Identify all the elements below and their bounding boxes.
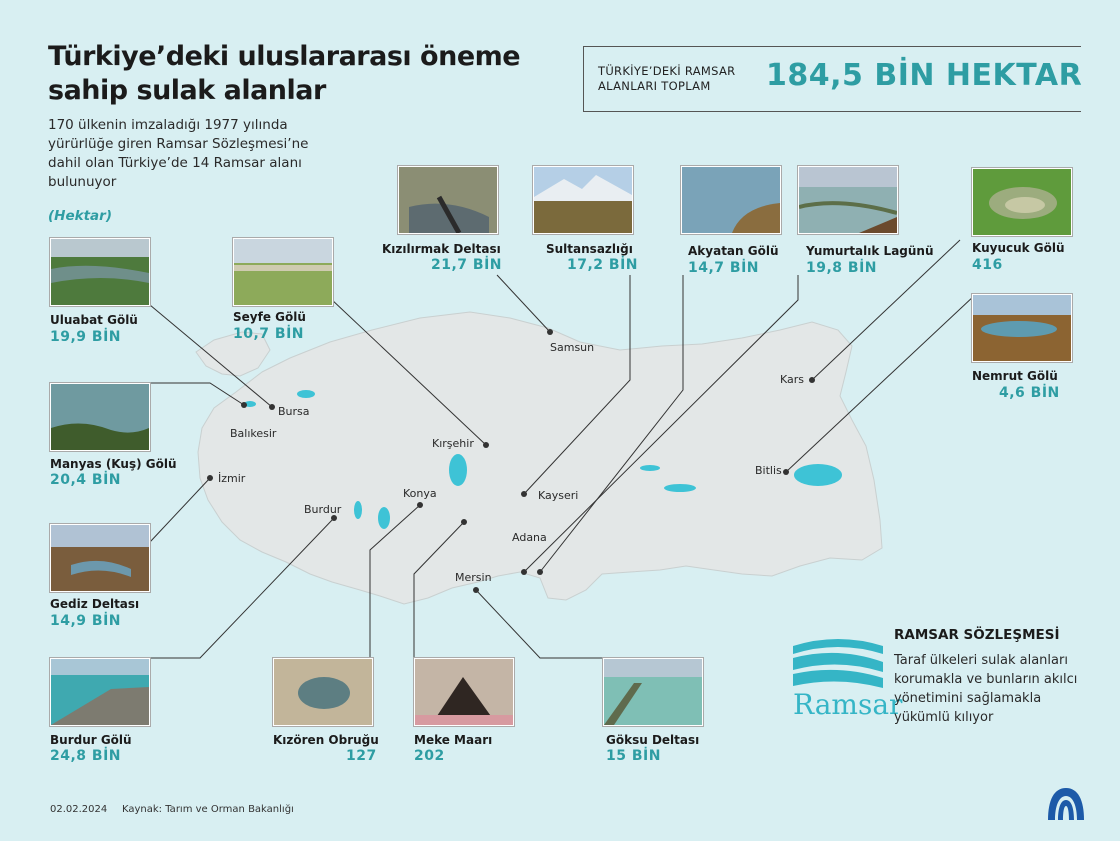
aa-logo-icon [1046, 786, 1086, 822]
total-label-line-1: TÜRKİYE’DEKİ RAMSAR [598, 64, 736, 78]
site-value-kizilirmak: 21,7 BİN [431, 257, 503, 273]
site-name-burdur: Burdur Gölü [50, 733, 132, 747]
footer-date: 02.02.2024 [50, 804, 108, 815]
site-name-nemrut: Nemrut Gölü [972, 369, 1058, 383]
map-lake-beysehir [378, 507, 390, 529]
photo-goksu [603, 658, 703, 726]
ramsar-logo [793, 632, 903, 728]
total-value: 184,5 BİN HEKTAR [766, 58, 1083, 93]
site-name-goksu: Göksu Deltası [606, 733, 700, 747]
map-lake-egirdir [354, 501, 362, 519]
photo-kizoren-image [274, 659, 372, 725]
dot-meke [461, 519, 467, 525]
site-name-sultansazligi: Sultansazlığı [546, 242, 633, 256]
dot-kayseri [521, 491, 527, 497]
leader-gediz [150, 478, 210, 542]
photo-kizilirmak-image [399, 167, 497, 233]
site-value-nemrut: 4,6 BİN [999, 385, 1060, 401]
photo-nemrut [972, 294, 1072, 362]
site-value-burdur: 24,8 BİN [50, 748, 122, 764]
site-value-meke: 202 [414, 748, 445, 764]
site-value-manyas: 20,4 BİN [50, 472, 122, 488]
photo-manyas-image [51, 384, 149, 450]
site-name-meke: Meke Maarı [414, 733, 493, 747]
site-value-kuyucuk: 416 [972, 257, 1003, 273]
unit-label: (Hektar) [48, 208, 112, 224]
city-label-kayseri: Kayseri [538, 489, 579, 502]
city-label-bitlis: Bitlis [755, 464, 782, 477]
ramsar-title: RAMSAR SÖZLEŞMESİ [894, 627, 1060, 643]
title-line-1: Türkiye’deki uluslararası öneme [48, 41, 521, 72]
city-label-kars: Kars [780, 373, 805, 386]
dot-konya [417, 502, 423, 508]
photo-seyfe-image [234, 239, 332, 305]
dot-akyatan [537, 569, 543, 575]
photo-kizoren [273, 658, 373, 726]
photo-kuyucuk [972, 168, 1072, 236]
site-value-uluabat: 19,9 BİN [50, 329, 122, 345]
dot-kirsehir [483, 442, 489, 448]
site-value-yumurtalik: 19,8 BİN [806, 260, 878, 276]
site-name-uluabat: Uluabat Gölü [50, 313, 138, 327]
photo-seyfe [233, 238, 333, 306]
city-label-bursa: Bursa [278, 405, 310, 418]
map-anatolia [198, 312, 882, 604]
photo-uluabat [50, 238, 150, 306]
photo-meke [414, 658, 514, 726]
dot-kars [809, 377, 815, 383]
dot-bursa [269, 404, 275, 410]
site-value-kizoren: 127 [346, 748, 377, 764]
site-name-manyas: Manyas (Kuş) Gölü [50, 457, 177, 471]
photo-kuyucuk-image [973, 169, 1071, 235]
dot-izmir [207, 475, 213, 481]
site-value-seyfe: 10,7 BİN [233, 326, 305, 342]
photo-akyatan-image [682, 167, 780, 233]
site-name-gediz: Gediz Deltası [50, 597, 140, 611]
total-label-line-2: ALANLARI TOPLAM [598, 79, 711, 93]
city-label-izmir: İzmir [218, 472, 246, 485]
footer-source: Kaynak: Tarım ve Orman Bakanlığı [122, 804, 294, 815]
aa-logo [1046, 786, 1086, 822]
title-line-2: sahip sulak alanlar [48, 75, 326, 106]
city-label-samsun: Samsun [550, 341, 595, 354]
map-lake-ataturk-dam [664, 484, 696, 492]
dot-goksu [473, 587, 479, 593]
city-label-adana: Adana [512, 531, 547, 544]
dot-samsun [547, 329, 553, 335]
photo-meke-image [415, 659, 513, 725]
map-lake-keban [640, 465, 660, 471]
photo-sultansazligi [533, 166, 633, 234]
photo-akyatan [681, 166, 781, 234]
photo-nemrut-image [973, 295, 1071, 361]
site-name-seyfe: Seyfe Gölü [233, 310, 306, 324]
photo-sultansazligi-image [534, 167, 632, 233]
site-value-sultansazligi: 17,2 BİN [567, 257, 639, 273]
dot-manyas [241, 402, 247, 408]
map-lake-iznik [297, 390, 315, 398]
photo-manyas [50, 383, 150, 451]
photo-uluabat-image [51, 239, 149, 305]
ramsar-logo-text: Ramsar [793, 688, 903, 721]
photo-goksu-image [604, 659, 702, 725]
subtitle: 170 ülkenin imzaladığı 1977 yılında yürürlüğe giren Ramsar Sözleşmesi’ne dahil olan Türkiye’de 14 Ramsar alanı bulunuyor [48, 117, 309, 190]
site-name-kuyucuk: Kuyucuk Gölü [972, 241, 1065, 255]
leader-goksu [476, 590, 603, 658]
photo-yumurtalik [798, 166, 898, 234]
site-name-kizilirmak: Kızılırmak Deltası [382, 242, 501, 256]
city-label-mersin: Mersin [455, 571, 492, 584]
site-value-goksu: 15 BİN [606, 748, 661, 764]
city-label-burdur: Burdur [304, 503, 342, 516]
city-label-konya: Konya [403, 487, 437, 500]
dot-yumurtalik [521, 569, 527, 575]
photo-gediz [50, 524, 150, 592]
map-lake-tuz [449, 454, 467, 486]
map-lake-van [794, 464, 842, 486]
ramsar-text: Taraf ülkeleri sulak alanları korumakla ve bunların akılcı yönetimini sağlamakla yükümlü kılıyor [894, 653, 1078, 725]
city-label-kirsehir: Kırşehir [432, 437, 474, 450]
photo-burdur [50, 658, 150, 726]
site-name-yumurtalik: Yumurtalık Lagünü [806, 244, 934, 258]
site-value-gediz: 14,9 BİN [50, 613, 122, 629]
site-value-akyatan: 14,7 BİN [688, 260, 760, 276]
photo-gediz-image [51, 525, 149, 591]
city-label-balikesir: Balıkesir [230, 427, 277, 440]
photo-burdur-image [51, 659, 149, 725]
photo-yumurtalik-image [799, 167, 897, 233]
site-name-kizoren: Kızören Obruğu [273, 733, 379, 747]
site-name-akyatan: Akyatan Gölü [688, 244, 779, 258]
dot-bitlis [783, 469, 789, 475]
photo-kizilirmak [398, 166, 498, 234]
